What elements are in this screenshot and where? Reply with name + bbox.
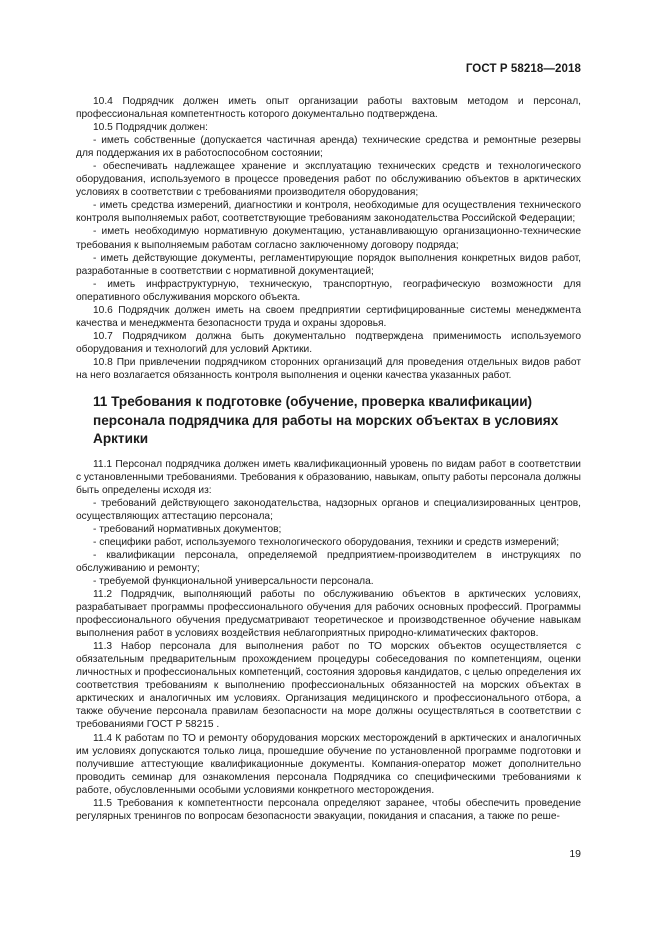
section-11-body bbox=[76, 458, 581, 823]
paragraph: - специфики работ, используемого технологического оборудования, техники и средств измерений; bbox=[93, 536, 560, 548]
paragraph: 11.5 Требования к компетентности персонала определяют заранее, чтобы обеспечить проведение регулярных тренингов по вопросам безопасности эвакуации, покидания и спасания, а также по реше- bbox=[76, 797, 581, 822]
paragraph: 10.6 Подрядчик должен иметь на своем предприятии сертифицированные системы менеджмента качества и менеджмента безопасности труда и охраны здоровья. bbox=[76, 304, 581, 329]
paragraph: - иметь инфраструктурную, техническую, транспортную, географическую возможности для оперативного обслуживания морского объекта. bbox=[76, 278, 581, 303]
paragraph: 10.7 Подрядчиком должна быть документально подтверждена применимость используемого оборудования и технологий для условий Арктики. bbox=[76, 330, 581, 355]
paragraph: 11.2 Подрядчик, выполняющий работы по обслуживанию объектов в арктических условиях, разрабатывает программы профессионального обучения для рабочих основных профессий. Программы профессионального обучения предусматривают теоретическое и производственное обучение навыкам выполнения работ в условиях воздействия неблагоприятных природно-климатических факторов. bbox=[76, 589, 581, 640]
page-number: 19 bbox=[569, 848, 581, 860]
paragraph: 11.3 Набор персонала для выполнения работ по ТО морских объектов осуществляется с обязательным предварительным прохождением процедуры собеседования по компетенциям, оценки личностных и профессиональных компетенций, состояния здоровья кандидатов, с целью определения их соответствия требованиям к выполнению профессиональных обязанностей на морских объектах в арктических и аналогичных им условиях. Организация медицинского и профессионального отбора, а также обучение персонала правилам безопасности на море должны осуществляться в соответствии с требованиями ГОСТ Р 58215 . bbox=[76, 641, 581, 731]
section-11-heading: 11 Требования к подготовке (обучение, проверка квалификации) персонала подрядчика для работы на морских объектах в условиях Арктики bbox=[93, 394, 559, 447]
paragraph: 10.8 При привлечении подрядчиком сторонних организаций для проведения отдельных видов работ на него возлагается обязанность контроля выполнения и оценки качества указанных работ. bbox=[76, 356, 581, 381]
paragraph: - иметь собственные (допускается частичная аренда) технические средства и ремонтные резервы для поддержания их в работоспособном состоянии; bbox=[76, 135, 581, 160]
standard-designation: ГОСТ Р 58218—2018 bbox=[465, 63, 581, 75]
paragraph: - иметь действующие документы, регламентирующие порядок выполнения конкретных видов работ, разработанные в соответствии с нормативной документацией; bbox=[76, 252, 581, 277]
paragraph: - требований нормативных документов; bbox=[93, 523, 282, 535]
paragraph: - обеспечивать надлежащее хранение и эксплуатацию технических средств и технологического оборудования, используемого в процессе проведения работ по обслуживанию объектов в арктических условиях в соответствии с требованиями производителя оборудования; bbox=[76, 161, 581, 199]
paragraph: - иметь необходимую нормативную документацию, устанавливающую организационно-технические требования к выполняемым работам согласно заключенному договору подряда; bbox=[76, 226, 581, 251]
paragraph: 11.4 К работам по ТО и ремонту оборудования морских месторождений в арктических и аналогичных им условиях допускаются только лица, прошедшие обучение по установленной программе подготовки и получившие аттестующие квалификационные документы. Компания-оператор может дополнительно проводить семинар для ознакомления персонала Подрядчика со специфическими требованиями к работе, обусловленными особыми условиями конкретного месторождения. bbox=[76, 732, 581, 796]
section-10-body bbox=[76, 95, 581, 382]
paragraph: - иметь средства измерений, диагностики и контроля, необходимые для осуществления технического контроля выполняемых работ, соответствующие требованиям законодательства Российской Федерации; bbox=[76, 200, 581, 225]
paragraph: 10.5 Подрядчик должен: bbox=[93, 122, 208, 134]
paragraph: - квалификации персонала, определяемой предприятием-производителем в инструкциях по обслуживанию и ремонту; bbox=[76, 549, 581, 574]
paragraph: 11.1 Персонал подрядчика должен иметь квалификационный уровень по видам работ в соответствии с установленными требованиями. Требования к образованию, навыкам, опыту работы персонала должны быть определены исходя из: bbox=[76, 458, 581, 496]
paragraph: - требований действующего законодательства, надзорных органов и специализированных центров, осуществляющих аттестацию персонала; bbox=[76, 497, 581, 522]
paragraph: 10.4 Подрядчик должен иметь опыт организации работы вахтовым методом и персонал, профессиональная компетентность которого документально подтверждена. bbox=[76, 96, 581, 121]
paragraph: - требуемой функциональной универсальности персонала. bbox=[93, 575, 374, 587]
page-content bbox=[76, 95, 581, 823]
